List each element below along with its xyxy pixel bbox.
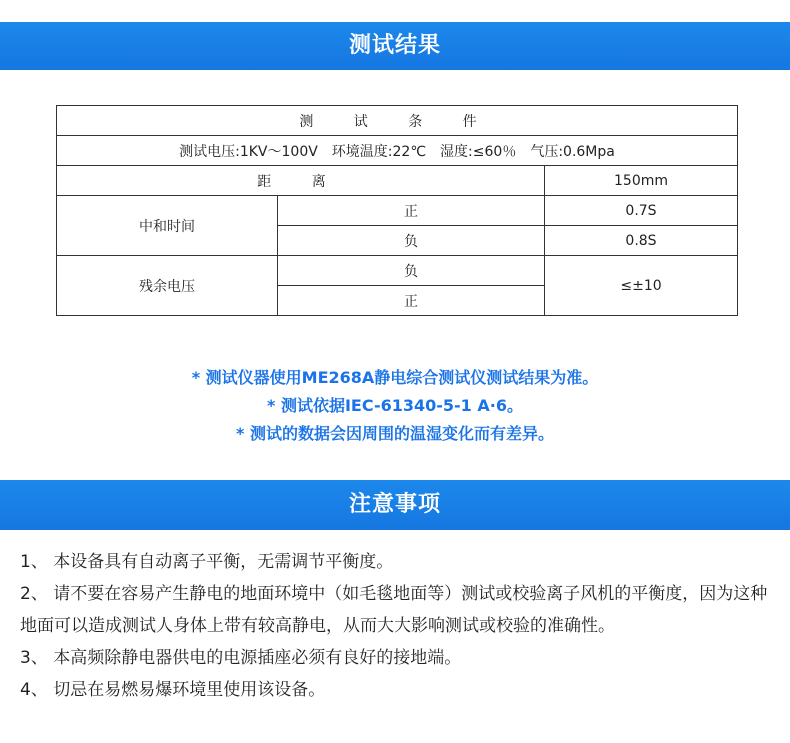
note-line: * 测试的数据会因周围的温湿变化而有差异。 [236,424,554,443]
residual-pos-label: 正 [278,286,545,316]
caution-item: 1、 本设备具有自动离子平衡，无需调节平衡度。 [20,552,394,572]
residual-neg-label: 负 [278,256,545,286]
neutral-pos-label: 正 [278,196,545,226]
neutral-pos-value: 0.7S [545,196,738,226]
results-banner: 测试结果 [0,22,790,70]
cautions-list [20,546,780,706]
neutral-time-label: 中和时间 [57,196,278,256]
distance-value: 150mm [545,166,738,196]
test-notes [0,364,790,448]
neutral-neg-label: 负 [278,226,545,256]
note-line: * 测试仪器使用ME268A静电综合测试仪测试结果为准。 [191,368,599,387]
note-line: * 测试依据IEC-61340-5-1 A·6。 [267,396,523,415]
results-table [56,105,738,316]
caution-item: 3、 本高频除静电器供电的电源插座必须有良好的接地端。 [20,648,462,668]
distance-label: 距 离 [57,166,545,196]
neutral-neg-value: 0.8S [545,226,738,256]
test-conditions: 测试电压:1KV～100V 环境温度:22℃ 湿度:≤60％ 气压:0.6Mpa [57,136,738,166]
cautions-banner: 注意事项 [0,480,790,530]
table-header: 测 试 条 件 [57,106,738,136]
caution-item: 2、 请不要在容易产生静电的地面环境中（如毛毯地面等）测试或校验离子风机的平衡度，因为这种地面可以造成测试人身体上带有较高静电，从而大大影响测试或校验的准确性。 [20,584,768,636]
residual-label: 残余电压 [57,256,278,316]
residual-value: ≤±10 [545,256,738,316]
caution-item: 4、 切忌在易燃易爆环境里使用该设备。 [20,680,326,700]
